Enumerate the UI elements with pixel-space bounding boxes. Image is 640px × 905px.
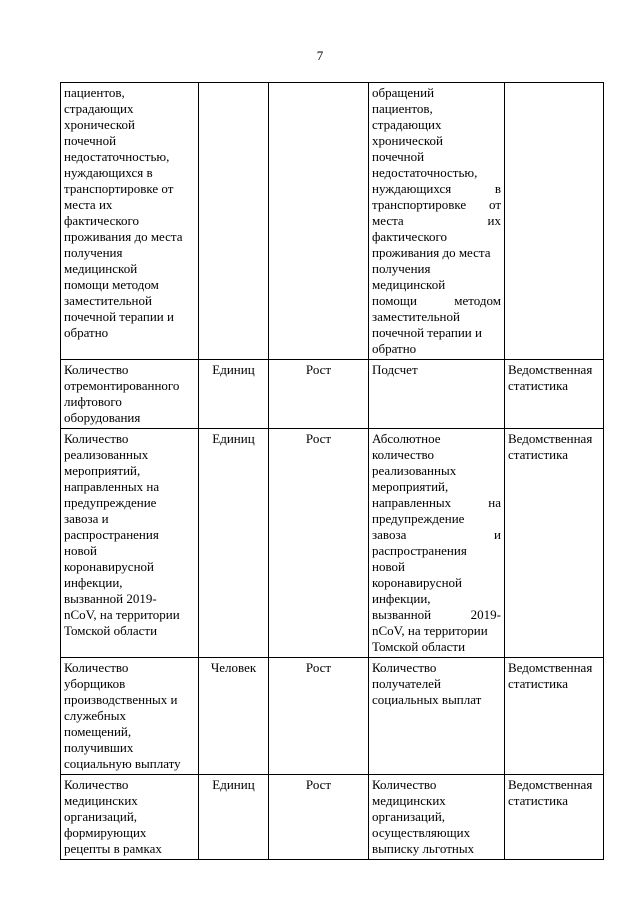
- calculation-method-cell-line: nCoV, на территории: [372, 623, 488, 638]
- indicator-name-cell-line: получения: [64, 245, 123, 260]
- calculation-method-cell-line: почечной: [372, 149, 425, 164]
- indicator-name-cell-line: Количество: [64, 431, 129, 446]
- calculation-method-cell-line: направленных на: [372, 495, 501, 510]
- indicator-name-cell: [61, 360, 199, 429]
- unit-cell: Единиц: [199, 429, 269, 658]
- calculation-method-cell-line: предупреждение: [372, 511, 465, 526]
- calculation-method-cell-line: получения: [372, 261, 431, 276]
- calculation-method-cell-line: недостаточностью,: [372, 165, 478, 180]
- indicator-name-cell-line: Количество: [64, 777, 129, 792]
- indicator-name-cell-line: распространения: [64, 527, 159, 542]
- indicator-name-cell-line: почечной терапии и: [64, 309, 174, 324]
- calculation-method-cell-line: новой: [372, 559, 405, 574]
- trend-cell: Рост: [269, 360, 369, 429]
- source-cell-line: статистика: [508, 378, 568, 393]
- calculation-method-cell-line: количество: [372, 447, 435, 462]
- indicator-name-cell-line: заместительной: [64, 293, 152, 308]
- indicator-name-cell-line: недостаточностью,: [64, 149, 170, 164]
- trend-cell: Рост: [269, 775, 369, 860]
- indicator-name-cell-line: социальную выплату: [64, 756, 181, 771]
- indicator-name-cell-line: мероприятий,: [64, 463, 141, 478]
- calculation-method-cell-line: Томской области: [372, 639, 466, 654]
- trend-cell: [269, 83, 369, 360]
- source-cell: [505, 360, 604, 429]
- indicator-name-cell-line: отремонтированного: [64, 378, 180, 393]
- source-cell-line: Ведомственная: [508, 431, 593, 446]
- indicator-name-cell-line: медицинской: [64, 261, 138, 276]
- calculation-method-cell-line: пациентов,: [372, 101, 433, 116]
- indicator-name-cell-line: помощи методом: [64, 277, 159, 292]
- indicator-name-cell-line: коронавирусной: [64, 559, 154, 574]
- unit-cell: Единиц: [199, 360, 269, 429]
- calculation-method-cell-line: вызванной 2019-: [372, 607, 501, 622]
- table-row: [61, 658, 604, 775]
- calculation-method-cell: [369, 429, 505, 658]
- indicator-name-cell-line: медицинских: [64, 793, 138, 808]
- indicator-name-cell-line: производственных и: [64, 692, 178, 707]
- calculation-method-cell-line: организаций,: [372, 809, 446, 824]
- calculation-method-cell-line: транспортировке от: [372, 197, 501, 212]
- indicators-table: [60, 82, 604, 860]
- indicator-name-cell-line: инфекции,: [64, 575, 123, 590]
- calculation-method-cell-line: медицинских: [372, 793, 446, 808]
- table-row: [61, 775, 604, 860]
- page-number: 7: [316, 48, 324, 63]
- table-row: [61, 83, 604, 360]
- calculation-method-cell-line: Подсчет: [372, 362, 418, 377]
- indicator-name-cell-line: завоза и: [64, 511, 109, 526]
- indicator-name-cell-line: помещений,: [64, 724, 132, 739]
- calculation-method-cell-line: нуждающихся в: [372, 181, 501, 196]
- unit-cell: Человек: [199, 658, 269, 775]
- trend-cell: Рост: [269, 429, 369, 658]
- source-cell-line: статистика: [508, 793, 568, 808]
- calculation-method-cell-line: завоза и: [372, 527, 501, 542]
- indicator-name-cell-line: получивших: [64, 740, 134, 755]
- unit-cell: [199, 83, 269, 360]
- indicator-name-cell-line: транспортировке от: [64, 181, 174, 196]
- indicator-name-cell: [61, 658, 199, 775]
- indicator-name-cell-line: фактического: [64, 213, 140, 228]
- calculation-method-cell-line: фактического: [372, 229, 448, 244]
- source-cell-line: Ведомственная: [508, 660, 593, 675]
- calculation-method-cell-line: Количество: [372, 777, 437, 792]
- indicator-name-cell-line: нуждающихся в: [64, 165, 153, 180]
- calculation-method-cell-line: места их: [372, 213, 501, 228]
- indicator-name-cell-line: пациентов,: [64, 85, 125, 100]
- table-row: [61, 429, 604, 658]
- source-cell: [505, 775, 604, 860]
- indicator-name-cell: [61, 83, 199, 360]
- calculation-method-cell-line: распространения: [372, 543, 467, 558]
- calculation-method-cell: [369, 83, 505, 360]
- calculation-method-cell-line: социальных выплат: [372, 692, 482, 707]
- source-cell-line: статистика: [508, 447, 568, 462]
- indicator-name-cell-line: Количество: [64, 362, 129, 377]
- calculation-method-cell-line: реализованных: [372, 463, 457, 478]
- calculation-method-cell-line: почечной терапии и: [372, 325, 482, 340]
- calculation-method-cell-line: обратно: [372, 341, 417, 356]
- table-body: [61, 83, 604, 860]
- calculation-method-cell-line: осуществляющих: [372, 825, 471, 840]
- indicator-name-cell-line: Количество: [64, 660, 129, 675]
- calculation-method-cell-line: страдающих: [372, 117, 442, 132]
- indicator-name-cell-line: уборщиков: [64, 676, 126, 691]
- indicator-name-cell-line: обратно: [64, 325, 109, 340]
- indicator-name-cell-line: страдающих: [64, 101, 134, 116]
- calculation-method-cell-line: помощи методом: [372, 293, 501, 308]
- indicator-name-cell-line: Томской области: [64, 623, 158, 638]
- calculation-method-cell-line: медицинской: [372, 277, 446, 292]
- source-cell: [505, 658, 604, 775]
- indicator-name-cell-line: организаций,: [64, 809, 138, 824]
- calculation-method-cell-line: проживания до места: [372, 245, 491, 260]
- calculation-method-cell-line: получателей: [372, 676, 441, 691]
- source-cell: [505, 429, 604, 658]
- indicator-name-cell: [61, 775, 199, 860]
- trend-cell: Рост: [269, 658, 369, 775]
- indicator-name-cell-line: nCoV, на территории: [64, 607, 180, 622]
- calculation-method-cell-line: мероприятий,: [372, 479, 449, 494]
- source-cell-line: Ведомственная: [508, 777, 593, 792]
- calculation-method-cell-line: Абсолютное: [372, 431, 441, 446]
- indicator-name-cell-line: формирующих: [64, 825, 147, 840]
- indicator-name-cell-line: рецепты в рамках: [64, 841, 162, 856]
- indicator-name-cell-line: оборудования: [64, 410, 141, 425]
- unit-cell: Единиц: [199, 775, 269, 860]
- indicator-name-cell-line: служебных: [64, 708, 126, 723]
- indicator-name-cell-line: направленных на: [64, 479, 160, 494]
- calculation-method-cell-line: коронавирусной: [372, 575, 462, 590]
- indicator-name-cell-line: лифтового: [64, 394, 122, 409]
- calculation-method-cell: [369, 360, 505, 429]
- calculation-method-cell-line: инфекции,: [372, 591, 431, 606]
- calculation-method-cell: [369, 658, 505, 775]
- calculation-method-cell-line: выписку льготных: [372, 841, 475, 856]
- calculation-method-cell-line: Количество: [372, 660, 437, 675]
- indicator-name-cell-line: почечной: [64, 133, 117, 148]
- indicator-name-cell-line: проживания до места: [64, 229, 183, 244]
- indicator-name-cell-line: места их: [64, 197, 113, 212]
- calculation-method-cell: [369, 775, 505, 860]
- indicator-name-cell-line: вызванной 2019-: [64, 591, 157, 606]
- calculation-method-cell-line: обращений: [372, 85, 435, 100]
- indicator-name-cell-line: новой: [64, 543, 97, 558]
- source-cell: [505, 83, 604, 360]
- source-cell-line: Ведомственная: [508, 362, 593, 377]
- calculation-method-cell-line: хронической: [372, 133, 443, 148]
- indicator-name-cell-line: предупреждение: [64, 495, 157, 510]
- indicator-name-cell: [61, 429, 199, 658]
- table-row: [61, 360, 604, 429]
- indicator-name-cell-line: реализованных: [64, 447, 149, 462]
- calculation-method-cell-line: заместительной: [372, 309, 460, 324]
- source-cell-line: статистика: [508, 676, 568, 691]
- indicator-name-cell-line: хронической: [64, 117, 135, 132]
